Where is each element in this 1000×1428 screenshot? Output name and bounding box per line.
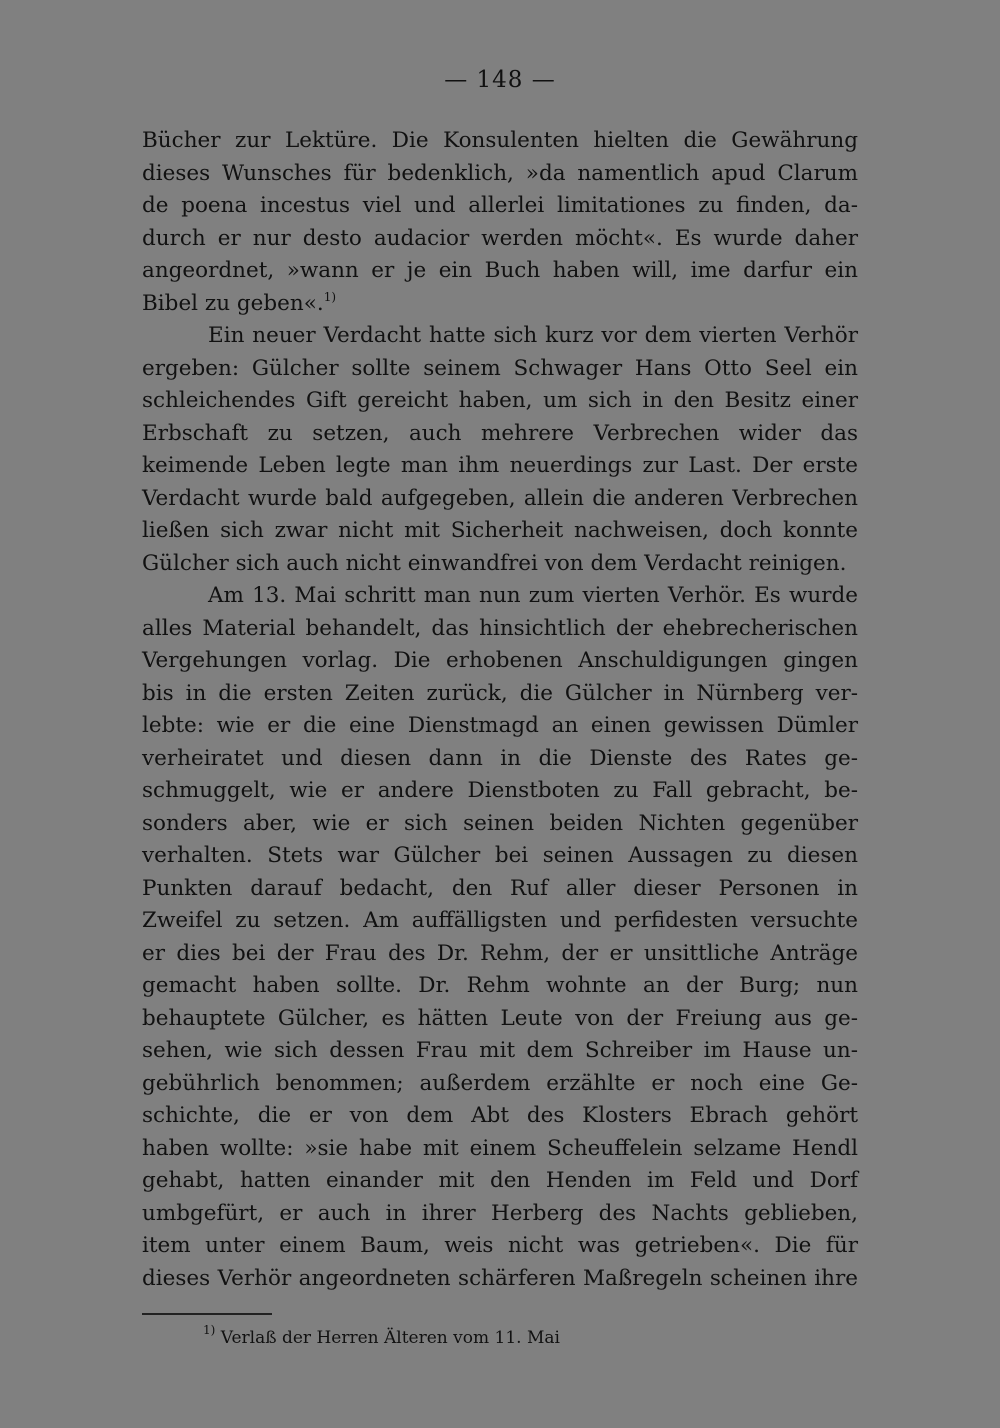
text-line: dieses Wunsches für bedenklich, »da namentlich apud Clarum <box>142 160 858 186</box>
text-line: durch er nur desto audacior werden möcht«. Es wurde daher <box>142 225 858 251</box>
text-line: gebührlich benommen; außerdem erzählte er noch eine Ge- <box>142 1070 858 1096</box>
text-line: behauptete Gülcher, es hätten Leute von der Freiung aus ge- <box>142 1005 858 1031</box>
text-line: Erbschaft zu setzen, auch mehrere Verbrechen wider das <box>142 420 858 446</box>
text-line: verhalten. Stets war Gülcher bei seinen Aussagen zu diesen <box>142 843 858 868</box>
text-line: umbgefürt, er auch in ihrer Herberg des Nachts geblieben, <box>142 1200 858 1226</box>
text-line: alles Material behandelt, das hinsichtlich der ehebrecherischen <box>142 615 858 641</box>
text-line: verheiratet und diesen dann in die Dienste des Rates ge- <box>142 745 858 771</box>
text-line: schmuggelt, wie er andere Dienstboten zu Fall gebracht, be- <box>142 778 858 803</box>
text-line: gehabt, hatten einander mit den Henden im Feld und Dorf <box>142 1168 858 1193</box>
footnote-divider <box>142 1313 272 1315</box>
page-number: — 148 — <box>444 67 556 93</box>
footnote <box>203 1325 560 1351</box>
text-line: sehen, wie sich dessen Frau mit dem Schreiber im Hause un- <box>142 1038 858 1063</box>
text-line: keimende Leben legte man ihm neuerdings zur Last. Der erste <box>142 453 858 478</box>
body-text <box>142 125 858 1295</box>
text-line: sonders aber, wie er sich seinen beiden Nichten gegenüber <box>142 810 858 836</box>
text-line: Zweifel zu setzen. Am auffälligsten und perfidesten versuchte <box>142 908 858 933</box>
text-line <box>142 288 858 321</box>
text-line: er dies bei der Frau des Dr. Rehm, der er unsittliche Anträge <box>142 940 858 966</box>
footnote-reference[interactable]: 1) <box>323 289 337 304</box>
text-line: schichte, die er von dem Abt des Klosters Ebrach gehört <box>142 1103 858 1128</box>
text-line: Punkten darauf bedacht, den Ruf aller dieser Personen in <box>142 875 858 901</box>
text-line: Verdacht wurde bald aufgegeben, allein die anderen Verbrechen <box>142 485 858 511</box>
footnote-text: Verlaß der Herren Älteren vom 11. Mai <box>220 1328 560 1348</box>
footnote-marker: 1) <box>203 1323 216 1337</box>
text-line: gemacht haben sollte. Dr. Rehm wohnte an der Burg; nun <box>142 973 858 998</box>
text-line: dieses Verhör angeordneten schärferen Maßregeln scheinen ihre <box>142 1265 858 1291</box>
text-line: de poena incestus viel und allerlei limitationes zu finden, da- <box>142 193 858 218</box>
text-line: Am 13. Mai schritt man nun zum vierten Verhör. Es wurde <box>208 583 858 608</box>
text-line: Vergehungen vorlag. Die erhobenen Anschuldigungen gingen <box>142 648 858 673</box>
text-line: item unter einem Baum, weis nicht was getrieben«. Die für <box>142 1233 858 1258</box>
text-line: angeordnet, »wann er je ein Buch haben will, ime darfur ein <box>142 258 858 283</box>
text-line: bis in die ersten Zeiten zurück, die Gülcher in Nürnberg ver- <box>142 680 858 706</box>
text-line: haben wollte: »sie habe mit einem Scheuffelein selzame Hendl <box>142 1135 858 1161</box>
text-line: lebte: wie er die eine Dienstmagd an einen gewissen Dümler <box>142 713 858 738</box>
text-line-content: Bibel zu geben«. <box>142 290 324 316</box>
text-line: ergeben: Gülcher sollte seinem Schwager Hans Otto Seel ein <box>142 355 858 381</box>
text-line: schleichendes Gift gereicht haben, um sich in den Besitz einer <box>142 388 858 413</box>
text-line: ließen sich zwar nicht mit Sicherheit nachweisen, doch konnte <box>142 518 858 543</box>
text-line: Gülcher sich auch nicht einwandfrei von dem Verdacht reinigen. <box>142 550 847 576</box>
text-line: Bücher zur Lektüre. Die Konsulenten hielten die Gewährung <box>142 128 858 153</box>
text-line: Ein neuer Verdacht hatte sich kurz vor dem vierten Verhör <box>208 323 858 348</box>
